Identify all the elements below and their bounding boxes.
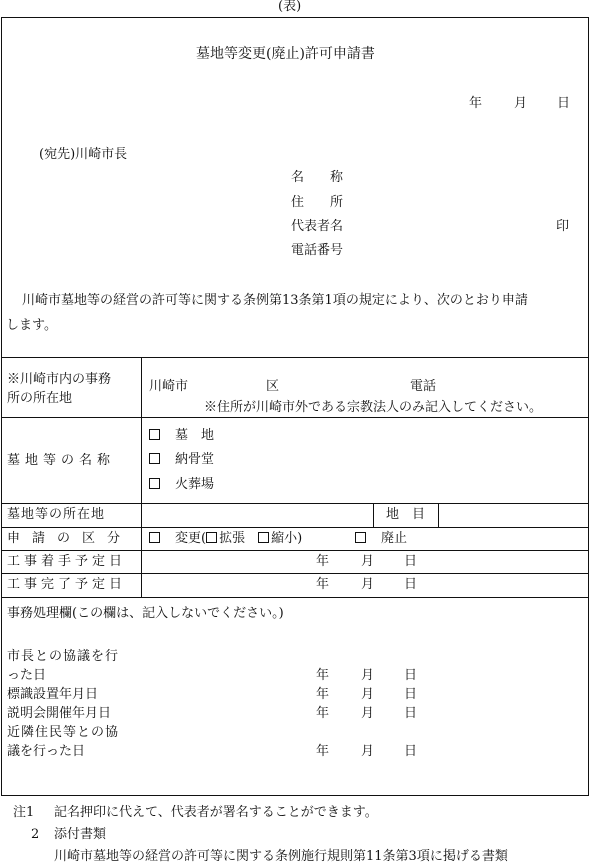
form-side-label: (表) [278, 0, 302, 14]
checkbox-icon[interactable] [149, 453, 160, 464]
table-rule [1, 357, 589, 358]
representative-label: 代表者名 [291, 219, 344, 234]
body-text-line-2: します。 [6, 318, 57, 333]
application-type-abolish[interactable]: 廃止 [355, 532, 407, 545]
addressee: (宛先)川崎市長 [39, 147, 128, 162]
facility-option-cemetery[interactable]: 墓 地 [149, 429, 214, 442]
office-location-label: ※川崎市内の事務 [7, 372, 112, 387]
phone-label: 電話番号 [291, 243, 344, 258]
checkbox-icon[interactable] [149, 478, 160, 489]
table-divider [373, 503, 374, 527]
table-rule [1, 550, 589, 551]
note-1-number: 注1 [13, 805, 35, 820]
end-date-day: 日 [404, 577, 418, 592]
office-row-4-label: 近隣住民等との協 [7, 725, 120, 740]
office-row-3-month: 月 [361, 706, 375, 721]
start-date-label: 工事着手予定日 [7, 554, 127, 569]
office-row-2-label: 標識設置年月日 [7, 687, 99, 702]
note-1-text: 記名押印に代えて、代表者が署名することができます。 [54, 805, 378, 820]
office-row-1-year: 年 [316, 668, 330, 683]
table-rule [1, 527, 589, 528]
body-text-line-1: 川崎市墓地等の経営の許可等に関する条例第13条第1項の規定により、次のとおり申請 [22, 293, 528, 308]
application-type-change[interactable]: 変更( 拡張 縮小) [149, 532, 302, 545]
office-row-1-month: 月 [361, 668, 375, 683]
end-date-month: 月 [361, 577, 375, 592]
table-rule [1, 573, 589, 574]
facility-option-crematorium[interactable]: 火葬場 [149, 478, 214, 491]
form-title: 墓地等変更(廃止)許可申請書 [196, 46, 375, 62]
facility-name-label: 墓地等の名称 [7, 453, 116, 468]
office-note: ※住所が川崎市外である宗教法人のみ記入してください。 [204, 400, 543, 415]
note-2-text: 川崎市墓地等の経営の許可等に関する条例施行規則第11条第3項に掲げる書類 [54, 849, 508, 864]
office-row-1-label-2: った日 [7, 668, 47, 683]
applicant-name-label: 名 称 [291, 170, 344, 185]
checkbox-icon[interactable] [355, 532, 366, 543]
office-row-4-label-2: 議を行った日 [7, 744, 86, 759]
land-category-label: 地 目 [386, 507, 426, 522]
checkbox-icon[interactable] [206, 532, 217, 543]
start-date-month: 月 [361, 554, 375, 569]
location-label: 墓地等の所在地 [7, 507, 106, 522]
office-row-1-label: 市長との協議を行 [7, 649, 120, 664]
note-2-number: 2 [31, 827, 40, 842]
office-row-3-year: 年 [316, 706, 330, 721]
facility-option-ossuary[interactable]: 納骨堂 [149, 453, 214, 466]
office-use-heading: 事務処理欄(この欄は、記入しないでください。) [7, 606, 284, 621]
office-row-4-day: 日 [404, 744, 418, 759]
start-date-year: 年 [316, 554, 330, 569]
office-city: 川崎市 [149, 379, 189, 394]
checkbox-icon[interactable] [149, 429, 160, 440]
table-divider [438, 503, 439, 527]
checkbox-icon[interactable] [149, 532, 160, 543]
checkbox-icon[interactable] [258, 532, 269, 543]
office-row-3-day: 日 [404, 706, 418, 721]
office-row-1-day: 日 [404, 668, 418, 683]
office-location-label-2: 所の所在地 [7, 391, 73, 406]
seal-mark: 印 [556, 219, 570, 234]
office-ward: 区 [266, 379, 280, 394]
end-date-year: 年 [316, 577, 330, 592]
table-rule [1, 503, 589, 504]
table-rule [1, 417, 589, 418]
office-row-4-year: 年 [316, 744, 330, 759]
start-date-day: 日 [404, 554, 418, 569]
office-row-2-day: 日 [404, 687, 418, 702]
applicant-address-label: 住 所 [291, 195, 344, 210]
office-row-2-month: 月 [361, 687, 375, 702]
office-row-2-year: 年 [316, 687, 330, 702]
office-phone-label: 電話 [410, 379, 437, 394]
table-rule [1, 597, 589, 598]
application-type-label: 申請の区分 [7, 531, 133, 546]
end-date-label: 工事完了予定日 [7, 577, 127, 592]
office-row-4-month: 月 [361, 744, 375, 759]
office-row-3-label: 説明会開催年月日 [7, 706, 112, 721]
note-2-title: 添付書類 [54, 827, 107, 842]
table-divider [141, 357, 142, 597]
